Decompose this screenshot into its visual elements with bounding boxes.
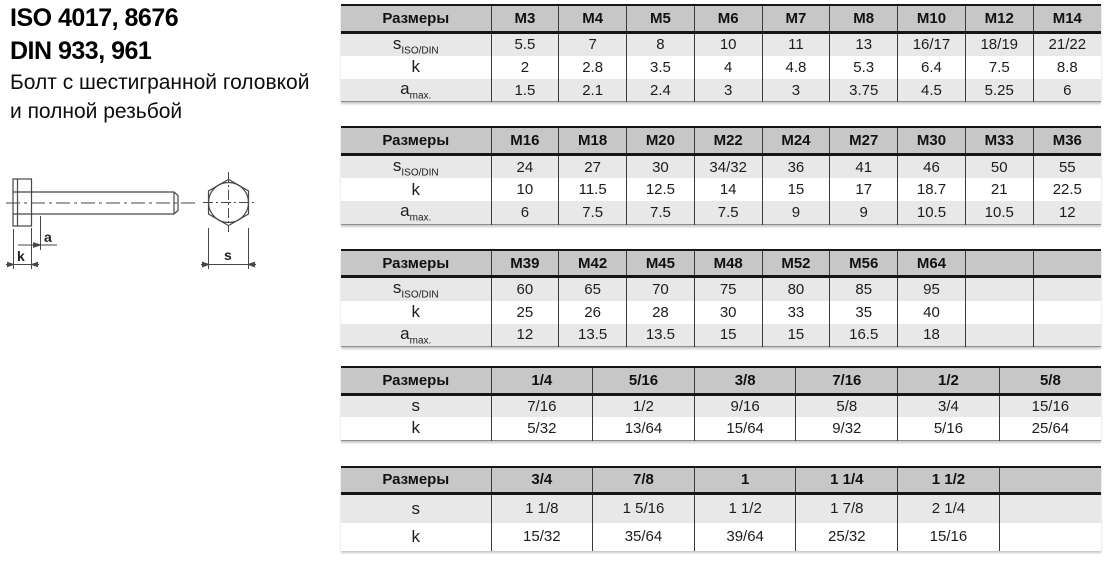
dimension-a-label: a — [44, 229, 52, 245]
value-cell: 16.5 — [830, 324, 898, 347]
data-row-k — [341, 417, 1101, 440]
value-cell: 6 — [491, 201, 559, 224]
value-cell: 22.5 — [1033, 178, 1101, 201]
value-cell: 5/16 — [898, 417, 1000, 440]
corner-header-sizes: Размеры — [341, 127, 491, 154]
value-cell: 6.4 — [898, 56, 966, 79]
row-label-letter: s — [392, 33, 402, 53]
product-description-line1: Болт с шестигранной головкой — [10, 71, 310, 94]
col-header-M39: M39 — [491, 250, 559, 277]
value-cell: 39/64 — [694, 523, 796, 551]
col-header-M24: M24 — [762, 127, 830, 154]
value-cell: 3.5 — [627, 56, 695, 79]
row-label-a — [341, 324, 491, 347]
row-label-letter: s — [411, 498, 420, 518]
value-cell: 75 — [694, 277, 762, 301]
col-header-1-1-2: 1 1/2 — [898, 467, 1000, 494]
value-cell: 3 — [694, 79, 762, 102]
row-label-letter: s — [392, 278, 402, 298]
value-cell: 8 — [627, 32, 695, 56]
col-header-empty — [1033, 250, 1101, 277]
value-cell: 10.5 — [898, 201, 966, 224]
row-label-subscript: max. — [409, 212, 432, 224]
data-row-s — [341, 32, 1101, 56]
value-cell: 2.1 — [559, 79, 627, 102]
col-header-M33: M33 — [965, 127, 1033, 154]
value-cell: 18 — [898, 324, 966, 347]
row-label-letter: s — [411, 396, 420, 416]
col-header-empty — [999, 467, 1101, 494]
row-label-letter: a — [400, 78, 410, 98]
value-cell: 9 — [762, 201, 830, 224]
value-cell: 15 — [694, 324, 762, 347]
header-row — [341, 367, 1101, 394]
col-header-5-16: 5/16 — [593, 367, 695, 394]
value-cell: 9/16 — [694, 394, 796, 417]
value-cell: 1 1/2 — [694, 494, 796, 523]
dim-k-arrow-left — [8, 262, 14, 266]
value-cell: 15 — [762, 178, 830, 201]
col-header-7-16: 7/16 — [796, 367, 898, 394]
value-cell: 85 — [830, 277, 898, 301]
value-cell-empty — [1033, 301, 1101, 324]
header-row — [341, 127, 1101, 154]
row-label-letter: k — [411, 57, 420, 77]
value-cell: 14 — [694, 178, 762, 201]
value-cell: 2.8 — [559, 56, 627, 79]
row-label-k — [341, 417, 491, 440]
value-cell: 5.25 — [965, 79, 1033, 102]
col-header-M8: M8 — [830, 5, 898, 32]
value-cell: 11.5 — [559, 178, 627, 201]
dim-k-arrow-right — [32, 262, 38, 266]
value-cell: 25/64 — [999, 417, 1101, 440]
value-cell: 15/16 — [898, 523, 1000, 551]
row-label-letter: s — [392, 155, 402, 175]
value-cell: 21/22 — [1033, 32, 1101, 56]
corner-header-sizes: Размеры — [341, 367, 491, 394]
value-cell: 2 1/4 — [898, 494, 1000, 523]
value-cell: 18.7 — [898, 178, 966, 201]
col-header-M48: M48 — [694, 250, 762, 277]
value-cell: 10 — [694, 32, 762, 56]
row-label-s — [341, 32, 491, 56]
value-cell: 41 — [830, 154, 898, 178]
value-cell: 25/32 — [796, 523, 898, 551]
row-label-s — [341, 154, 491, 178]
data-row-a — [341, 79, 1101, 102]
col-header-M56: M56 — [830, 250, 898, 277]
col-header-M7: M7 — [762, 5, 830, 32]
value-cell: 40 — [898, 301, 966, 324]
col-header-M52: M52 — [762, 250, 830, 277]
col-header-1: 1 — [694, 467, 796, 494]
value-cell: 8.8 — [1033, 56, 1101, 79]
col-header-M36: M36 — [1033, 127, 1101, 154]
row-label-subscript: ISO/DIN — [401, 167, 439, 179]
row-label-k — [341, 301, 491, 324]
col-header-M4: M4 — [559, 5, 627, 32]
value-cell: 1 7/8 — [796, 494, 898, 523]
col-header-M16: M16 — [491, 127, 559, 154]
col-header-M14: M14 — [1033, 5, 1101, 32]
value-cell: 17 — [830, 178, 898, 201]
value-cell: 21 — [965, 178, 1033, 201]
value-cell: 16/17 — [898, 32, 966, 56]
size-tables-region — [341, 0, 1101, 551]
value-cell: 13 — [830, 32, 898, 56]
col-header-5-8: 5/8 — [999, 367, 1101, 394]
data-row-s — [341, 277, 1101, 301]
corner-header-sizes: Размеры — [341, 5, 491, 32]
row-label-letter: k — [411, 418, 420, 438]
value-cell: 15 — [762, 324, 830, 347]
data-row-k — [341, 523, 1101, 551]
dimension-s-label: s — [224, 247, 232, 263]
col-header-M22: M22 — [694, 127, 762, 154]
product-description-line2: и полной резьбой — [10, 100, 183, 123]
col-header-M18: M18 — [559, 127, 627, 154]
row-label-letter: a — [400, 323, 410, 343]
value-cell-empty — [1033, 324, 1101, 347]
value-cell: 4.5 — [898, 79, 966, 102]
value-cell: 28 — [627, 301, 695, 324]
row-label-letter: k — [411, 179, 420, 199]
col-header-1-4: 1/4 — [491, 367, 593, 394]
row-label-subscript: ISO/DIN — [401, 44, 439, 56]
row-label-s — [341, 394, 491, 417]
value-cell: 25 — [491, 301, 559, 324]
size-table-3 — [341, 249, 1101, 347]
value-cell: 3/4 — [898, 394, 1000, 417]
value-cell: 15/64 — [694, 417, 796, 440]
value-cell: 12.5 — [627, 178, 695, 201]
value-cell: 13.5 — [627, 324, 695, 347]
col-header-M30: M30 — [898, 127, 966, 154]
value-cell: 70 — [627, 277, 695, 301]
value-cell-empty — [965, 301, 1033, 324]
value-cell: 13/64 — [593, 417, 695, 440]
dim-a-arrow — [34, 243, 41, 247]
value-cell: 3 — [762, 79, 830, 102]
value-cell: 7.5 — [694, 201, 762, 224]
value-cell: 55 — [1033, 154, 1101, 178]
size-table-1 — [341, 4, 1101, 102]
data-row-k — [341, 301, 1101, 324]
value-cell: 46 — [898, 154, 966, 178]
value-cell: 35 — [830, 301, 898, 324]
col-header-M5: M5 — [627, 5, 695, 32]
value-cell: 13.5 — [559, 324, 627, 347]
data-row-s — [341, 154, 1101, 178]
data-row-a — [341, 201, 1101, 224]
header-row — [341, 467, 1101, 494]
row-label-a — [341, 201, 491, 224]
value-cell: 1 1/8 — [491, 494, 593, 523]
header-row — [341, 5, 1101, 32]
value-cell: 5.5 — [491, 32, 559, 56]
value-cell: 2 — [491, 56, 559, 79]
row-label-subscript: ISO/DIN — [401, 289, 439, 301]
row-label-subscript: max. — [409, 90, 432, 102]
value-cell-empty — [999, 494, 1101, 523]
row-label-letter: k — [411, 526, 420, 546]
value-cell: 50 — [965, 154, 1033, 178]
row-label-a — [341, 79, 491, 102]
value-cell: 34/32 — [694, 154, 762, 178]
value-cell: 6 — [1033, 79, 1101, 102]
value-cell: 3.75 — [830, 79, 898, 102]
row-label-letter: k — [411, 302, 420, 322]
bolt-side-view — [6, 179, 196, 226]
row-label-k — [341, 56, 491, 79]
value-cell: 15/16 — [999, 394, 1101, 417]
corner-header-sizes: Размеры — [341, 467, 491, 494]
col-header-M12: M12 — [965, 5, 1033, 32]
col-header-3-8: 3/8 — [694, 367, 796, 394]
dim-s-arrow-left — [203, 262, 209, 266]
value-cell: 60 — [491, 277, 559, 301]
dim-s-arrow-right — [249, 262, 255, 266]
data-row-s — [341, 494, 1101, 523]
col-header-empty — [965, 250, 1033, 277]
data-row-a — [341, 324, 1101, 347]
value-cell: 80 — [762, 277, 830, 301]
value-cell: 7 — [559, 32, 627, 56]
col-header-1-1-4: 1 1/4 — [796, 467, 898, 494]
col-header-M6: M6 — [694, 5, 762, 32]
data-row-s — [341, 394, 1101, 417]
row-label-letter: a — [400, 201, 410, 221]
standard-title-iso: ISO 4017, 8676 — [10, 4, 179, 32]
value-cell: 9 — [830, 201, 898, 224]
header-row — [341, 250, 1101, 277]
row-label-subscript: max. — [409, 335, 432, 347]
col-header-M45: M45 — [627, 250, 695, 277]
value-cell: 5.3 — [830, 56, 898, 79]
col-header-M20: M20 — [627, 127, 695, 154]
col-header-3-4: 3/4 — [491, 467, 593, 494]
row-label-k — [341, 523, 491, 551]
value-cell-empty — [999, 523, 1101, 551]
value-cell: 24 — [491, 154, 559, 178]
col-header-M64: M64 — [898, 250, 966, 277]
value-cell: 4 — [694, 56, 762, 79]
value-cell: 95 — [898, 277, 966, 301]
value-cell: 2.4 — [627, 79, 695, 102]
value-cell: 12 — [491, 324, 559, 347]
value-cell: 36 — [762, 154, 830, 178]
value-cell: 65 — [559, 277, 627, 301]
value-cell: 7/16 — [491, 394, 593, 417]
value-cell: 30 — [627, 154, 695, 178]
value-cell: 1 5/16 — [593, 494, 695, 523]
value-cell: 9/32 — [796, 417, 898, 440]
col-header-M3: M3 — [491, 5, 559, 32]
value-cell: 7.5 — [965, 56, 1033, 79]
size-table-5 — [341, 466, 1101, 551]
value-cell: 26 — [559, 301, 627, 324]
dimension-k-label: k — [17, 248, 25, 264]
value-cell: 33 — [762, 301, 830, 324]
corner-header-sizes: Размеры — [341, 250, 491, 277]
value-cell: 1.5 — [491, 79, 559, 102]
row-label-s — [341, 277, 491, 301]
value-cell: 30 — [694, 301, 762, 324]
value-cell: 7.5 — [627, 201, 695, 224]
size-table-4 — [341, 366, 1101, 441]
value-cell: 10.5 — [965, 201, 1033, 224]
value-cell: 18/19 — [965, 32, 1033, 56]
value-cell: 1/2 — [593, 394, 695, 417]
standard-title-din: DIN 933, 961 — [10, 37, 152, 65]
value-cell: 12 — [1033, 201, 1101, 224]
document-header — [10, 2, 340, 126]
value-cell: 35/64 — [593, 523, 695, 551]
value-cell-empty — [965, 324, 1033, 347]
data-row-k — [341, 178, 1101, 201]
row-label-k — [341, 178, 491, 201]
value-cell: 10 — [491, 178, 559, 201]
col-header-7-8: 7/8 — [593, 467, 695, 494]
bolt-technical-drawing — [0, 168, 270, 274]
size-table-2 — [341, 126, 1101, 224]
value-cell: 5/8 — [796, 394, 898, 417]
col-header-M10: M10 — [898, 5, 966, 32]
col-header-M42: M42 — [559, 250, 627, 277]
value-cell-empty — [1033, 277, 1101, 301]
value-cell: 5/32 — [491, 417, 593, 440]
value-cell-empty — [965, 277, 1033, 301]
col-header-M27: M27 — [830, 127, 898, 154]
value-cell: 11 — [762, 32, 830, 56]
value-cell: 7.5 — [559, 201, 627, 224]
row-label-s — [341, 494, 491, 523]
col-header-1-2: 1/2 — [898, 367, 1000, 394]
value-cell: 27 — [559, 154, 627, 178]
value-cell: 4.8 — [762, 56, 830, 79]
value-cell: 15/32 — [491, 523, 593, 551]
data-row-k — [341, 56, 1101, 79]
